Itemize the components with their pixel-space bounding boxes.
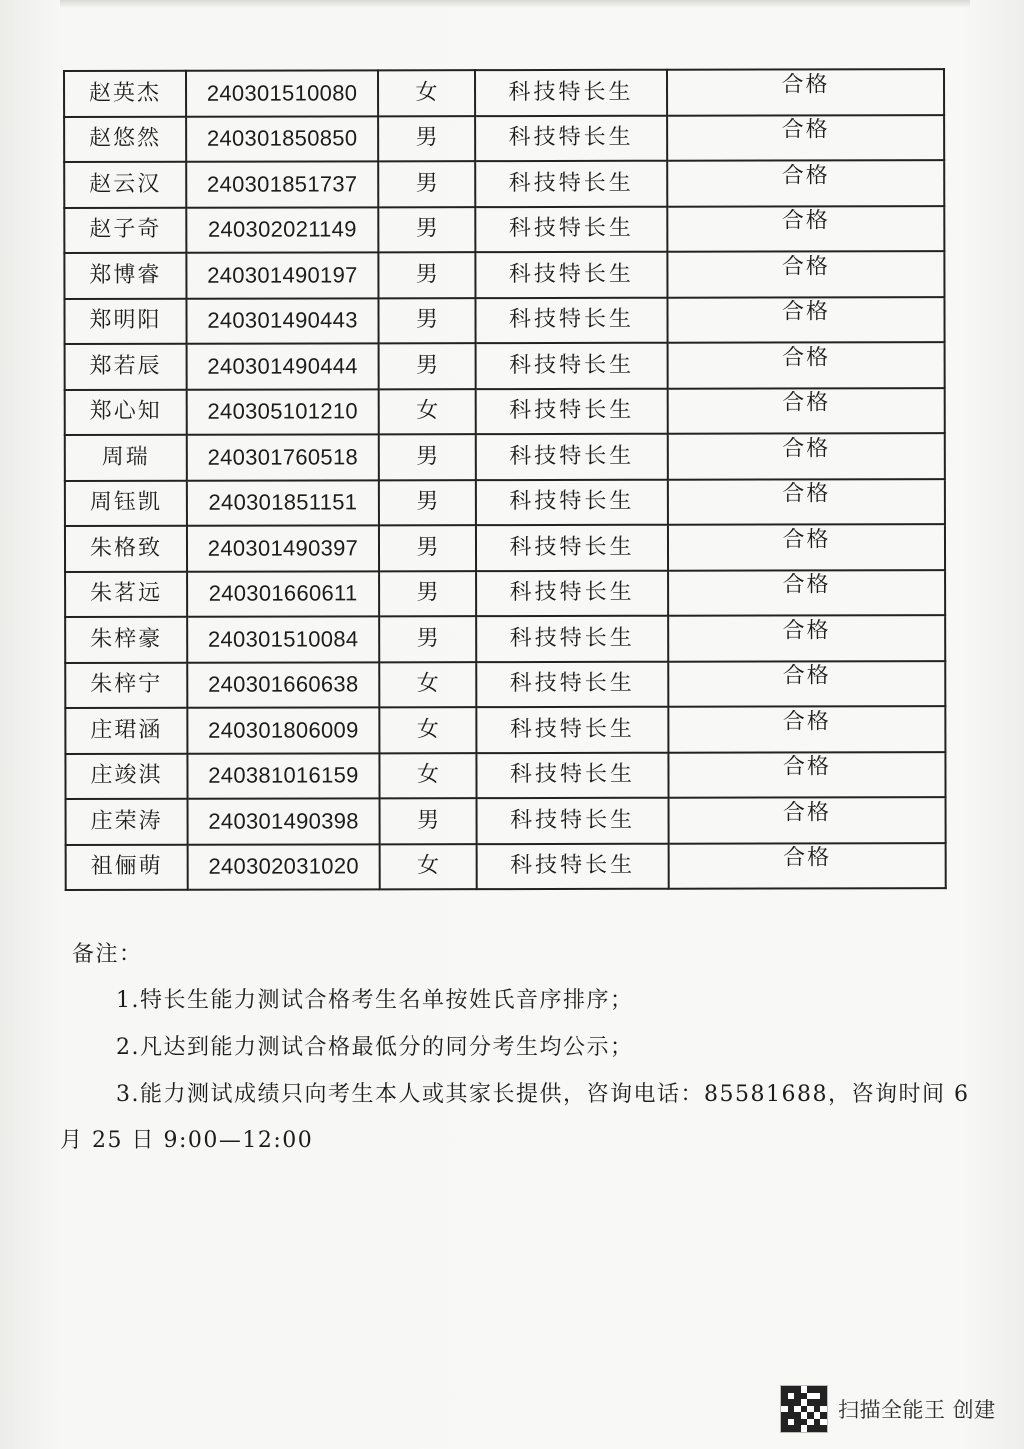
student-name: 祖俪萌 — [90, 854, 163, 880]
category: 科技特长生 — [508, 216, 634, 242]
category: 科技特长生 — [508, 170, 634, 196]
category-cell — [476, 616, 668, 662]
exam-number: 240301490197 — [207, 262, 358, 288]
gender: 女 — [416, 716, 439, 743]
gender-cell — [378, 161, 475, 207]
student-name: 朱梓宁 — [90, 672, 163, 698]
result-cell — [667, 251, 944, 297]
result: 合格 — [781, 72, 830, 98]
student-name: 朱茗远 — [90, 581, 163, 607]
gender: 男 — [415, 261, 438, 288]
gender: 女 — [416, 762, 440, 788]
student-name: 朱梓豪 — [90, 626, 163, 652]
table-row — [65, 388, 945, 435]
result: 合格 — [782, 709, 831, 735]
exam-number-cell — [187, 343, 379, 389]
category: 科技特长生 — [509, 352, 635, 378]
result-cell — [668, 342, 945, 388]
gender-cell — [379, 343, 476, 389]
result: 合格 — [782, 527, 831, 553]
result-cell — [667, 297, 944, 343]
student-name-cell — [64, 207, 186, 253]
exam-number: 240301760518 — [207, 444, 359, 470]
qualified-students-table — [63, 68, 947, 891]
gender: 女 — [416, 671, 439, 697]
result-cell — [668, 388, 945, 434]
category: 科技特长生 — [508, 307, 635, 333]
category: 科技特长生 — [509, 762, 636, 788]
category-cell — [475, 161, 667, 207]
table-row — [64, 297, 944, 344]
exam-number: 240302031020 — [208, 853, 359, 879]
category-cell — [475, 115, 667, 161]
result: 合格 — [782, 436, 831, 462]
category-cell — [476, 343, 668, 389]
exam-number-cell — [187, 662, 379, 708]
result-cell — [668, 433, 945, 479]
gender-cell — [379, 571, 476, 617]
student-name-cell — [65, 571, 187, 617]
student-name: 赵悠然 — [89, 126, 162, 152]
gender: 男 — [415, 216, 438, 242]
gender: 女 — [416, 398, 439, 424]
student-name: 赵子奇 — [89, 217, 162, 243]
gender-cell — [380, 798, 477, 844]
result: 合格 — [782, 618, 831, 644]
category-cell — [475, 252, 667, 298]
exam-number: 240301806009 — [208, 717, 359, 743]
category: 科技特长生 — [509, 534, 635, 560]
exam-number-cell — [186, 116, 378, 162]
result: 合格 — [781, 299, 831, 325]
category-cell — [477, 843, 669, 889]
table-row — [65, 615, 945, 662]
gender-cell — [379, 662, 476, 708]
exam-number-cell — [186, 207, 378, 253]
result-cell — [667, 69, 944, 115]
table-body — [64, 69, 946, 890]
category: 科技特长生 — [509, 398, 635, 424]
student-name-cell — [65, 344, 187, 390]
result: 合格 — [782, 390, 831, 416]
student-name-cell — [64, 162, 186, 208]
category: 科技特长生 — [508, 261, 634, 287]
category: 科技特长生 — [510, 807, 636, 833]
exam-number-cell — [187, 707, 379, 753]
result: 合格 — [781, 208, 830, 234]
gender-cell — [378, 116, 475, 162]
category: 科技特长生 — [510, 853, 636, 879]
result: 合格 — [782, 345, 831, 371]
gender: 男 — [415, 170, 438, 197]
table-row — [64, 251, 944, 298]
student-name: 朱格致 — [89, 535, 163, 561]
table-row — [65, 433, 945, 480]
exam-number: 240302021149 — [207, 216, 357, 242]
exam-number: 240301851737 — [206, 171, 358, 197]
result: 合格 — [781, 254, 830, 280]
result: 合格 — [782, 572, 831, 598]
exam-number: 240381016159 — [208, 762, 359, 788]
table-row — [65, 570, 945, 617]
result-cell — [668, 479, 945, 525]
result-cell — [669, 843, 946, 889]
category-cell — [476, 434, 668, 480]
table-row — [66, 797, 946, 844]
table-row — [65, 752, 945, 799]
category: 科技特长生 — [509, 580, 635, 606]
exam-number: 240305101210 — [207, 398, 358, 424]
result-cell — [668, 524, 945, 570]
scan-edge — [60, 0, 970, 8]
category-cell — [476, 525, 668, 571]
student-name: 庄珺涵 — [90, 717, 163, 743]
exam-number-cell — [187, 480, 379, 526]
table-row — [64, 69, 944, 116]
result-cell — [668, 570, 945, 616]
gender-cell — [380, 844, 477, 890]
student-name: 郑博睿 — [89, 262, 162, 288]
gender-cell — [379, 434, 476, 480]
exam-number: 240301510080 — [206, 80, 358, 106]
note-item-3: 3.能力测试成绩只向考生本人或其家长提供，咨询电话：85581688，咨询时间 6 — [116, 1082, 970, 1107]
exam-number-cell — [187, 525, 379, 571]
category-cell — [476, 752, 668, 798]
student-name: 庄竣淇 — [90, 763, 163, 789]
student-name-cell — [65, 435, 187, 481]
table-row — [65, 706, 945, 753]
table-row — [64, 160, 944, 207]
gender-cell — [378, 298, 475, 344]
note-item-1: 1.特长生能力测试合格考生名单按姓氏音序排序； — [116, 988, 634, 1013]
gender-cell — [379, 753, 476, 799]
gender: 男 — [415, 307, 439, 333]
gender-cell — [378, 252, 475, 298]
student-name-cell — [64, 71, 186, 117]
category: 科技特长生 — [509, 671, 635, 697]
exam-number-cell — [186, 161, 378, 207]
student-name-cell — [64, 253, 186, 299]
result: 合格 — [782, 663, 831, 689]
student-name-cell — [65, 389, 187, 435]
category-cell — [477, 798, 669, 844]
exam-number-cell — [186, 70, 378, 116]
exam-number-cell — [187, 389, 379, 435]
exam-number-cell — [188, 798, 380, 844]
exam-number: 240301490443 — [207, 307, 358, 333]
gender: 男 — [416, 489, 439, 515]
gender: 男 — [416, 352, 439, 379]
gender: 男 — [416, 443, 439, 470]
category: 科技特长生 — [509, 443, 635, 469]
exam-number-cell — [187, 616, 379, 662]
exam-number: 240301510084 — [207, 626, 359, 652]
result: 合格 — [782, 481, 831, 507]
student-name: 周钰凯 — [89, 490, 162, 516]
gender-cell — [379, 525, 476, 571]
note-item-3-continued: 月 25 日 9:00—12:00 — [60, 1128, 314, 1153]
student-name: 赵英杰 — [89, 80, 162, 106]
category-cell — [476, 707, 668, 753]
exam-number: 240301490397 — [207, 535, 359, 561]
exam-number: 240301490444 — [207, 353, 358, 379]
gender-cell — [378, 207, 475, 253]
gender-cell — [379, 389, 476, 435]
qr-code-icon — [780, 1385, 828, 1433]
gender-cell — [378, 70, 475, 116]
gender: 男 — [415, 125, 438, 151]
result-cell — [668, 706, 945, 752]
exam-number: 240301851151 — [208, 489, 358, 515]
category: 科技特长生 — [508, 79, 634, 105]
table-row — [65, 661, 945, 708]
gender: 男 — [416, 534, 439, 561]
gender-cell — [379, 616, 476, 662]
category: 科技特长生 — [509, 625, 635, 651]
category-cell — [476, 479, 668, 525]
table-row — [64, 206, 944, 253]
result-cell — [668, 661, 945, 707]
category-cell — [475, 70, 667, 116]
result: 合格 — [782, 754, 831, 780]
notes-heading: 备注： — [72, 942, 143, 967]
category-cell — [476, 570, 668, 616]
exam-number-cell — [187, 753, 379, 799]
result: 合格 — [783, 845, 832, 871]
student-name-cell — [64, 298, 186, 344]
result-cell — [667, 115, 944, 161]
note-item-2: 2.凡达到能力测试合格最低分的同分考生均公示； — [116, 1035, 634, 1060]
table-row — [65, 479, 945, 526]
result-cell — [669, 797, 946, 843]
student-name: 周瑞 — [101, 444, 150, 470]
result: 合格 — [783, 800, 832, 826]
student-name: 庄荣涛 — [90, 808, 163, 834]
category-cell — [476, 388, 668, 434]
student-name-cell — [66, 799, 188, 845]
student-name: 郑明阳 — [89, 308, 162, 334]
table-row — [65, 342, 945, 389]
exam-number: 240301850850 — [206, 125, 358, 151]
result-cell — [667, 160, 944, 206]
table-row — [65, 524, 945, 571]
student-name-cell — [65, 526, 187, 572]
result: 合格 — [781, 117, 830, 143]
watermark-text: 扫描全能王 创建 — [838, 1398, 996, 1422]
student-name: 郑心知 — [89, 399, 162, 425]
gender-cell — [379, 480, 476, 526]
gender: 女 — [415, 79, 438, 106]
student-name-cell — [66, 844, 188, 890]
category-cell — [475, 297, 667, 343]
exam-number-cell — [186, 298, 378, 344]
exam-number: 240301660638 — [208, 671, 359, 697]
category: 科技特长生 — [509, 489, 635, 515]
student-name-cell — [65, 753, 187, 799]
student-name-cell — [65, 662, 187, 708]
exam-number-cell — [187, 434, 379, 480]
exam-number: 240301490398 — [208, 808, 359, 834]
category-cell — [476, 661, 668, 707]
result-cell — [667, 206, 944, 252]
student-name: 赵云汉 — [89, 171, 162, 197]
exam-number: 240301660611 — [208, 580, 358, 606]
gender: 男 — [417, 807, 440, 834]
student-name-cell — [64, 116, 186, 162]
student-name-cell — [65, 480, 187, 526]
student-name: 郑若辰 — [89, 353, 162, 379]
result-cell — [668, 615, 945, 661]
gender: 男 — [416, 625, 439, 652]
exam-number-cell — [186, 252, 378, 298]
gender: 男 — [416, 580, 439, 606]
table-row — [66, 843, 946, 890]
exam-number-cell — [188, 844, 380, 890]
gender-cell — [379, 707, 476, 753]
result-cell — [668, 752, 945, 798]
scanner-watermark — [780, 1385, 996, 1433]
result: 合格 — [781, 163, 830, 189]
category-cell — [475, 206, 667, 252]
student-name-cell — [65, 617, 187, 663]
exam-number-cell — [187, 571, 379, 617]
student-name-cell — [65, 708, 187, 754]
category: 科技特长生 — [509, 716, 635, 742]
category: 科技特长生 — [508, 125, 634, 151]
gender: 女 — [417, 853, 440, 879]
table-row — [64, 115, 944, 162]
